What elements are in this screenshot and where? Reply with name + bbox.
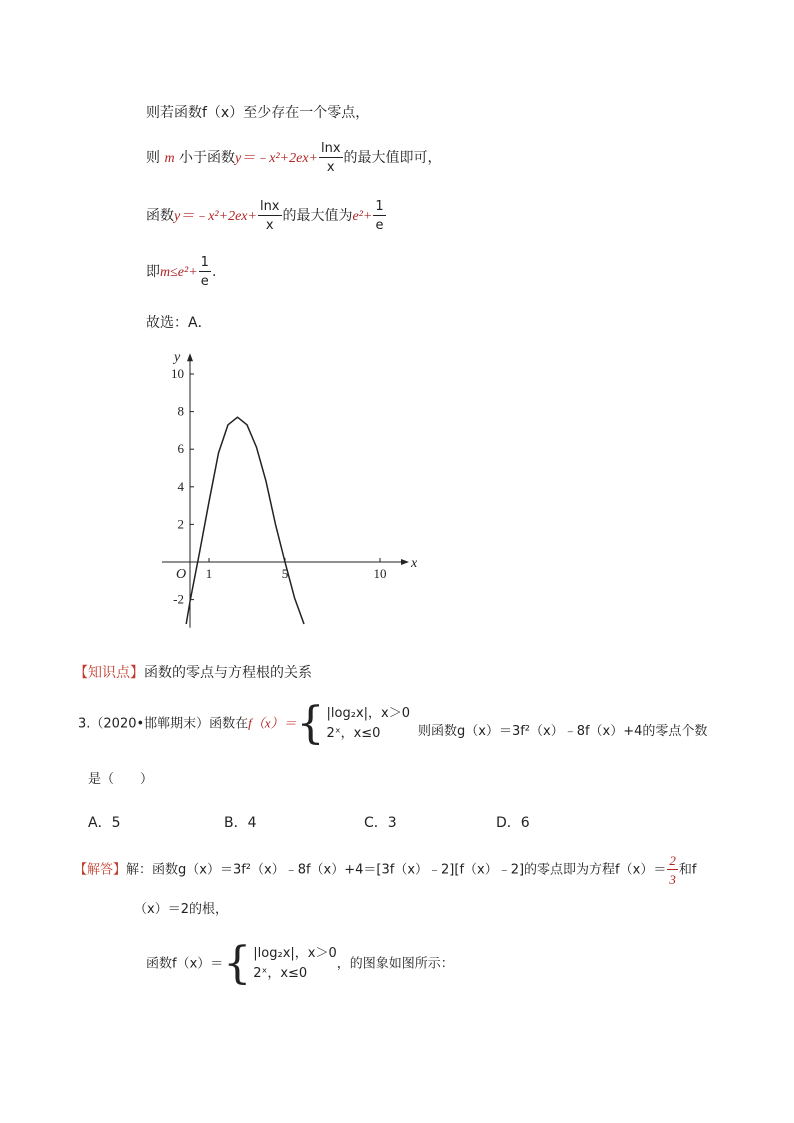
brace-icon: {: [223, 938, 252, 989]
function-graph: [140, 340, 418, 640]
answer-line-2: [134, 898, 228, 917]
line-2-variable: m: [164, 151, 175, 166]
line-3-equation: y＝﹣x²+2ex+: [174, 209, 257, 224]
y-tick-label: 6: [177, 441, 184, 457]
answer-piecewise: [253, 944, 336, 984]
x-axis-label: x: [411, 556, 418, 571]
answer-line-3: [146, 938, 454, 989]
brace-icon: {: [296, 698, 325, 749]
line-2-prefix: 则: [146, 150, 160, 166]
question-piecewise: [327, 704, 410, 744]
answer-text-2: （x）＝2的根，: [134, 902, 228, 917]
answer-fraction: $\frac{2}{3}$: [669, 853, 676, 887]
option-c[interactable]: C．3: [364, 815, 397, 831]
answer-fx: 函数f（x）＝: [146, 956, 224, 972]
answer-line-1: [74, 854, 696, 886]
line-2-equation: y＝﹣x²+2ex+: [235, 151, 318, 166]
answer-text-3: ，的图象如图所示：: [336, 956, 454, 972]
knowledge-point: [74, 662, 312, 682]
y-tick-label: 8: [177, 403, 184, 419]
question-fx: f（x）＝: [248, 715, 297, 731]
x-axis-arrow-icon: [401, 559, 409, 565]
line-3-fraction-e: $\frac{1}{e}$: [375, 199, 384, 233]
knowledge-tag: 【知识点】: [74, 665, 144, 681]
line-3-suffix: 的最大值为: [282, 208, 353, 224]
solution-line-1: [146, 102, 369, 122]
line-4-equation: m≤e²+: [160, 265, 198, 280]
x-tick-label: 5: [281, 566, 289, 581]
y-axis-label: y: [174, 350, 181, 366]
question-3: [78, 698, 410, 749]
case-1: |log₂x|，x＞0: [326, 705, 410, 721]
line-4-fraction: $\frac{1}{e}$: [200, 255, 209, 289]
case-1: |log₂x|，x＞0: [253, 945, 337, 961]
question-source: 3.（2020•邯郸期末）函数在: [78, 716, 249, 732]
answer-text-1b: 和f: [678, 862, 697, 878]
question-3-rest: [418, 720, 707, 739]
line-3-prefix: 函数: [146, 208, 174, 224]
solution-line-4: [146, 256, 216, 288]
y-axis-arrow-icon: [187, 353, 193, 361]
solution-line-1-text: 则若函数f（x）至少存在一个零点，: [146, 105, 370, 121]
answer-choice-text: 故选：A．: [146, 315, 212, 331]
line-4-end: .: [211, 264, 217, 280]
y-tick-label: 2: [177, 516, 184, 532]
x-tick-label: 1: [205, 566, 213, 581]
knowledge-text: 函数的零点与方程根的关系: [144, 665, 312, 681]
y-tick-label: -2: [173, 591, 184, 607]
option-b[interactable]: B．4: [224, 815, 257, 831]
question-3-cont: [88, 768, 153, 787]
option-d[interactable]: D．6: [496, 815, 530, 831]
solution-line-3: [146, 200, 387, 232]
solution-line-2: [146, 142, 442, 174]
line-3-fraction: $\frac{\ln x}{x}$: [259, 199, 280, 233]
y-tick-label: 10: [171, 366, 184, 381]
line-4-prefix: 即: [146, 264, 160, 280]
case-2: 2ˣ，x≤0: [253, 966, 308, 981]
solution-line-5: [146, 312, 212, 332]
line-2-fraction: $\frac{\ln x}{x}$: [320, 141, 341, 175]
line-2-mid: 小于函数: [179, 150, 236, 166]
option-a[interactable]: A．5: [88, 815, 121, 831]
line-3-value: e²+: [352, 209, 373, 224]
question-cont: 是（ ）: [88, 772, 154, 787]
answer-tag: 【解答】: [74, 862, 127, 878]
line-2-suffix: 的最大值即可，: [343, 150, 442, 166]
y-tick-label: 4: [177, 478, 184, 494]
x-tick-label: 10: [373, 566, 387, 581]
origin-label: O: [176, 567, 187, 582]
question-rest: 则函数g（x）＝3f²（x）﹣8f（x）+4的零点个数: [418, 724, 708, 739]
case-2: 2ˣ，x≤0: [326, 726, 381, 741]
answer-text-1: 解：函数g（x）＝3f²（x）﹣8f（x）+4＝[3f（x）﹣2][f（x）﹣2]的零点即为方程f（x）＝: [126, 862, 667, 878]
function-curve: [186, 417, 304, 624]
